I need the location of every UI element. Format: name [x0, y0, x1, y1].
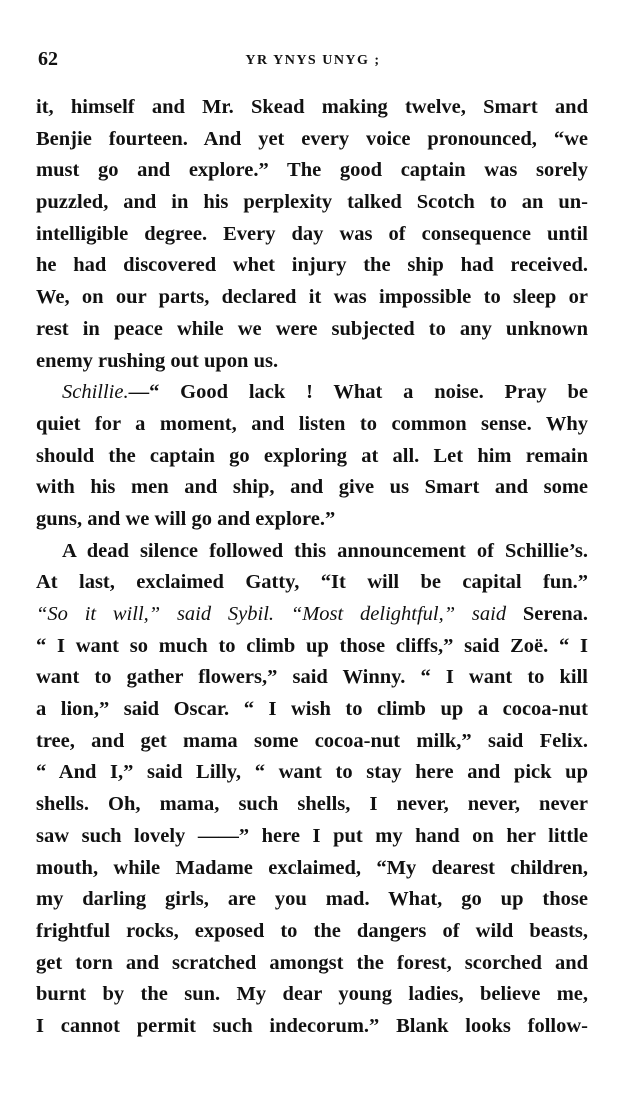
body-text	[36, 92, 588, 1043]
text-line: my darling girls, are you mad. What, go up those	[36, 888, 588, 911]
speaker-name: Schillie.	[62, 381, 129, 404]
text-line: guns, and we will go and explore.”	[36, 507, 336, 530]
text-line: he had discovered whet injury the ship had received.	[36, 254, 588, 277]
text-line: want to gather flowers,” said Winny. “ I want to kill	[36, 666, 588, 689]
text-line: shells. Oh, mama, such shells, I never, never, never	[36, 793, 588, 816]
text-line: Benjie fourteen. And yet every voice pronounced, “we	[36, 127, 588, 150]
text-line: At last, exclaimed Gatty, “It will be capital fun.”	[36, 571, 588, 594]
running-head: YR YNYS UNYG ;	[245, 53, 381, 68]
text-line: a lion,” said Oscar. “ I wish to climb up a cocoa-nut	[36, 698, 588, 721]
text-line: tree, and get mama some cocoa-nut milk,” said Felix.	[36, 729, 588, 752]
text-line: mouth, while Madame exclaimed, “My dearest children,	[36, 856, 588, 879]
text-line: must go and explore.” The good captain was sorely	[36, 159, 588, 182]
text-line: frightful rocks, exposed to the dangers of wild beasts,	[36, 919, 588, 942]
page-header	[38, 48, 588, 78]
text-line: get torn and scratched amongst the forest, scorched and	[36, 951, 588, 974]
text-line: We, on our parts, declared it was impossible to sleep or	[36, 286, 588, 309]
text-line: rest in peace while we were subjected to any unknown	[36, 317, 588, 340]
text-line: should the captain go exploring at all. Let him remain	[36, 444, 588, 467]
text-line: with his men and ship, and give us Smart and some	[36, 476, 588, 499]
text-line: puzzled, and in his perplexity talked Scotch to an un-	[36, 191, 588, 214]
text-line: “ And I,” said Lilly, “ want to stay here and pick up	[36, 761, 588, 784]
text-line: saw such lovely ——” here I put my hand on her little	[36, 824, 588, 847]
text-line: burnt by the sun. My dear young ladies, believe me,	[36, 983, 588, 1006]
line-text: Serena.	[506, 603, 589, 625]
italic-dialogue: “So it will,” said Sybil. “Most delightful,” said	[36, 603, 507, 625]
text-line: A dead silence followed this announcement of Schillie’s.	[62, 539, 588, 562]
text-line: it, himself and Mr. Skead making twelve, Smart and	[36, 96, 588, 118]
line-text: —“ Good lack ! What a noise. Pray be	[128, 381, 588, 404]
text-line: I cannot permit such indecorum.” Blank looks follow-	[36, 1014, 588, 1037]
text-line	[36, 377, 588, 409]
text-line	[36, 599, 588, 631]
page-number: 62	[38, 48, 58, 70]
text-line: “ I want so much to climb up those cliffs,” said Zoë. “ I	[36, 634, 588, 657]
text-line: quiet for a moment, and listen to common sense. Why	[36, 412, 588, 435]
text-line: intelligible degree. Every day was of consequence until	[36, 222, 588, 245]
text-line: enemy rushing out upon us.	[36, 349, 279, 372]
